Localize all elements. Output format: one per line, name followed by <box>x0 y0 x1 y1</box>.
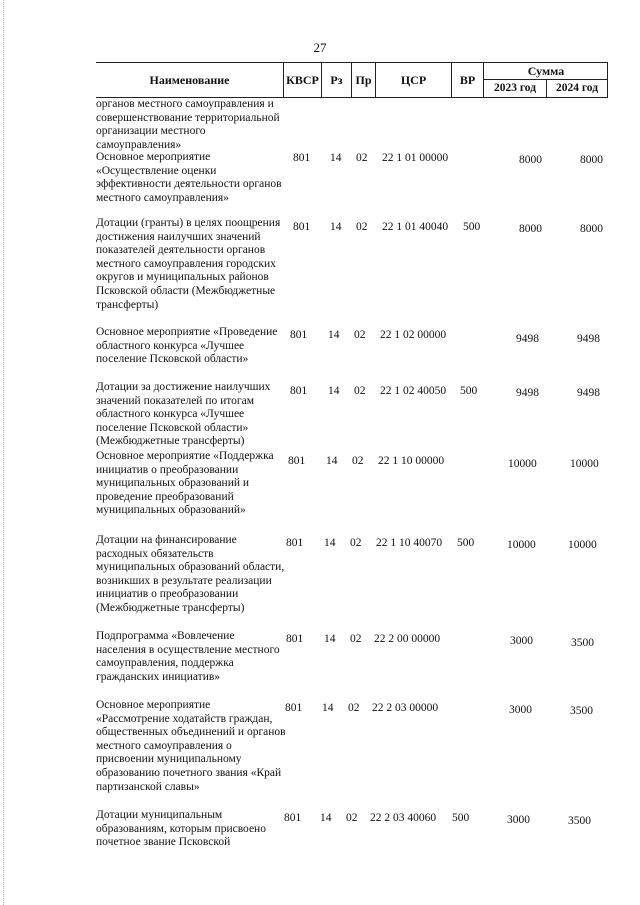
row-sum-2024: 8000 <box>580 154 603 166</box>
row-pr: 02 <box>354 329 366 341</box>
row-sum-2024: 9498 <box>577 333 600 345</box>
header-rz: Рз <box>322 63 352 97</box>
header-year-2024: 2024 год <box>555 82 599 94</box>
row-csr: 22 2 03 40060 <box>370 812 437 824</box>
row-csr: 22 1 01 40040 <box>382 221 449 233</box>
row-name: Основное мероприятие «Осуществление оценки эффективности деятельности органов местного самоуправления» <box>96 151 282 204</box>
row-rz: 14 <box>322 702 334 714</box>
row-sum-2024: 3500 <box>570 705 593 717</box>
row-name: Основное мероприятие «Рассмотрение ходатайств граждан, общественных объединений и органов местного самоуправления о присвоении муниципальному образованию почетного звания «Край партизанской славы» <box>96 699 286 793</box>
row-csr: 22 1 02 00000 <box>380 329 447 341</box>
row-sum-2024: 10000 <box>568 539 597 551</box>
row-kvsr: 801 <box>285 702 303 714</box>
header-kvsr: КВСР <box>284 63 322 97</box>
header-year-2023: 2023 год <box>484 80 547 97</box>
row-name: органов местного самоуправления и совершенствование территориальной организации местного самоуправления» <box>96 98 280 151</box>
row-kvsr: 801 <box>284 812 302 824</box>
row-sum-2023: 3000 <box>507 814 530 826</box>
header-name: Наименование <box>96 63 284 97</box>
row-kvsr: 801 <box>288 455 306 467</box>
row-csr: 22 1 10 00000 <box>378 455 445 467</box>
row-name: Дотации муниципальным образованиям, которым присвоено почетное звание Псковской <box>96 809 266 849</box>
page-number: 27 <box>313 40 327 55</box>
header-sum-group <box>484 63 608 97</box>
row-sum-2023: 8000 <box>519 223 542 235</box>
row-csr: 22 1 02 40050 <box>380 385 447 397</box>
row-vr: 500 <box>452 812 470 824</box>
row-sum-2023: 3000 <box>510 635 533 647</box>
row-kvsr: 801 <box>286 537 304 549</box>
row-pr: 02 <box>352 455 364 467</box>
row-csr: 22 2 03 00000 <box>372 702 439 714</box>
row-sum-2023: 10000 <box>507 539 536 551</box>
row-kvsr: 801 <box>286 633 304 645</box>
row-pr: 02 <box>348 702 360 714</box>
row-name: Основное мероприятие «Проведение областного конкурса «Лучшее поселение Псковской области» <box>96 326 278 366</box>
row-csr: 22 1 10 40070 <box>376 537 443 549</box>
row-csr: 22 1 01 00000 <box>382 152 449 164</box>
row-sum-2023: 9498 <box>516 333 539 345</box>
row-name: Подпрограмма «Вовлечение населения в осуществление местного самоуправления, поддержка гражданских инициатив» <box>96 630 280 683</box>
row-pr: 02 <box>350 537 362 549</box>
row-sum-2024: 3500 <box>568 815 591 827</box>
row-pr: 02 <box>350 633 362 645</box>
row-csr: 22 2 00 00000 <box>374 633 441 645</box>
row-pr: 02 <box>356 152 368 164</box>
row-kvsr: 801 <box>290 385 308 397</box>
header-csr: ЦСР <box>376 63 452 97</box>
row-rz: 14 <box>324 537 336 549</box>
row-sum-2024: 8000 <box>580 223 603 235</box>
row-sum-2023: 8000 <box>519 154 542 166</box>
row-name: Дотации на финансирование расходных обязательств муниципальных образований области, возникших в результате реализации инициатив о преобразовании (Межбюджетные трансферты) <box>96 534 285 614</box>
row-rz: 14 <box>330 221 342 233</box>
header-sum: Сумма <box>484 63 608 80</box>
row-rz: 14 <box>328 385 340 397</box>
row-rz: 14 <box>330 152 342 164</box>
row-rz: 14 <box>326 455 338 467</box>
row-vr: 500 <box>457 537 475 549</box>
row-pr: 02 <box>346 812 358 824</box>
scan-margin-line <box>3 0 5 905</box>
row-name: Основное мероприятие «Поддержка инициатив о преобразовании муниципальных образований и проведение преобразований муниципальных образований» <box>96 450 274 517</box>
row-vr: 500 <box>463 221 481 233</box>
row-kvsr: 801 <box>290 329 308 341</box>
row-sum-2023: 10000 <box>508 458 537 470</box>
header-pr: Пр <box>352 63 376 97</box>
row-rz: 14 <box>324 633 336 645</box>
row-kvsr: 801 <box>293 221 311 233</box>
row-kvsr: 801 <box>293 152 311 164</box>
row-sum-2024: 3500 <box>571 637 594 649</box>
table-header <box>96 62 608 98</box>
row-sum-2024: 9498 <box>577 387 600 399</box>
row-rz: 14 <box>320 812 332 824</box>
header-vr: ВР <box>452 63 484 97</box>
row-vr: 500 <box>460 385 478 397</box>
row-sum-2023: 3000 <box>509 704 532 716</box>
row-rz: 14 <box>328 329 340 341</box>
row-name: Дотации за достижение наилучших значений показателей по итогам областного конкурса «Лучшее поселение Псковской области» (Межбюджетные трансферты) <box>96 381 271 448</box>
row-pr: 02 <box>354 385 366 397</box>
row-pr: 02 <box>356 221 368 233</box>
row-sum-2023: 9498 <box>516 387 539 399</box>
row-name: Дотации (гранты) в целях поощрения достижения наилучших значений показателей деятельности органов местного самоуправления городских округов и муниципальных районов Псковской области (Межбюджетные трансферты) <box>96 217 281 311</box>
row-sum-2024: 10000 <box>570 458 599 470</box>
